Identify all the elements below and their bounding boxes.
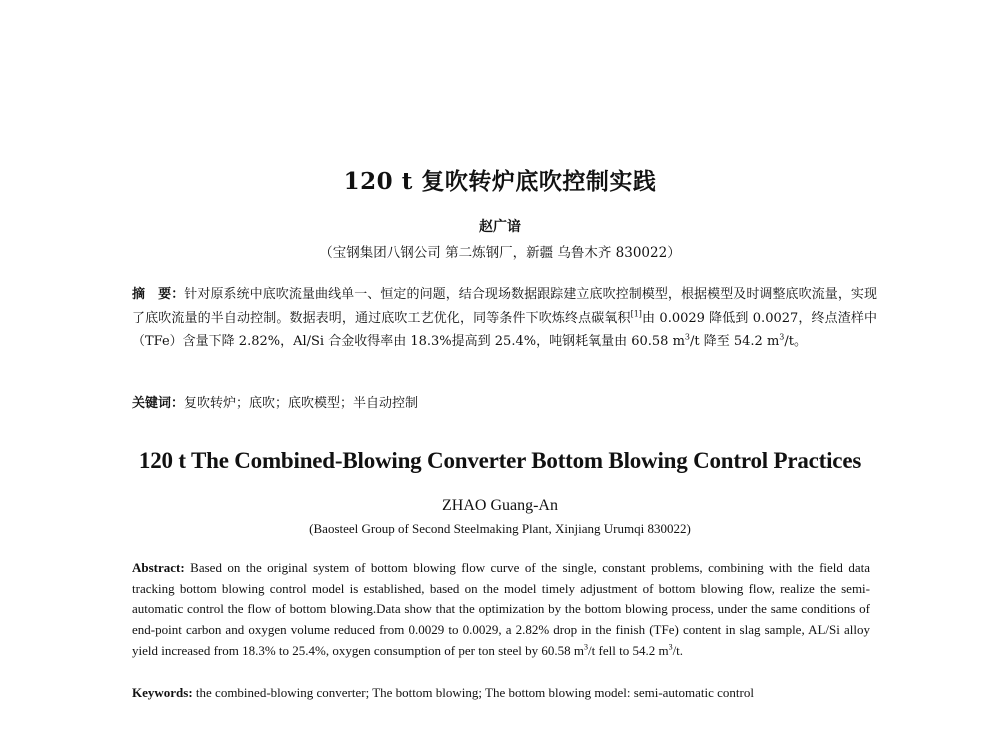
- english-abstract-unit-sup-1: 3: [584, 642, 589, 652]
- english-abstract: [132, 558, 870, 662]
- chinese-abstract-unit-sup-1: 3: [684, 332, 690, 342]
- chinese-abstract-reference: [1]: [630, 309, 642, 319]
- chinese-title: 120 t 复吹转炉底吹控制实践: [343, 168, 657, 195]
- english-abstract-text-2: /t fell to 54.2 m: [588, 642, 669, 658]
- chinese-keywords-text: 复吹转炉；底吹；底吹模型；半自动控制: [184, 396, 419, 411]
- english-keywords: [132, 683, 870, 703]
- english-author: ZHAO Guang-An: [442, 497, 558, 514]
- english-affiliation: (Baosteel Group of Second Steelmaking Plant, Xinjiang Urumqi 830022): [309, 521, 691, 536]
- english-abstract-text-1: Based on the original system of bottom blowing flow curve of the single, constant problems, combining with the field data tracking bottom blowing control model is established, based on the model timely adjustment of bottom blowing flow, realize the semi-automatic control the flow of bottom blowing.Data show that the optimization by the bottom blowing process, under the same conditions of end-point carbon and oxygen volume reduced from 0.0029 to 0.0029, a 2.82% drop in the finish (TFe) content in slag sample, AL/Si alloy yield increased from 18.3% to 25.4%, oxygen consumption of per ton steel by 60.58 m: [132, 560, 870, 658]
- english-keywords-text: the combined-blowing converter; The bottom blowing; The bottom blowing model: semi-automatic control: [192, 685, 754, 700]
- english-title: 120 t The Combined-Blowing Converter Bottom Blowing Control Practices: [138, 448, 862, 473]
- english-abstract-text-3: /t.: [672, 642, 684, 658]
- chinese-abstract: [132, 283, 877, 354]
- chinese-abstract-text-3: /t 降至 54.2 m: [690, 334, 780, 349]
- chinese-keywords-label: 关键词：: [132, 396, 185, 411]
- chinese-affiliation: （宝钢集团八钢公司 第二炼钢厂，新疆 乌鲁木齐 830022）: [319, 245, 681, 261]
- chinese-abstract-label: 摘 要：: [132, 287, 185, 302]
- english-abstract-label: Abstract:: [132, 560, 185, 575]
- english-keywords-label: Keywords:: [132, 685, 193, 700]
- chinese-abstract-text-4: /t。: [784, 334, 807, 349]
- chinese-author: 赵广谙: [479, 219, 521, 235]
- chinese-abstract-unit-sup-2: 3: [779, 332, 785, 342]
- chinese-abstract-text-2: 由 0.0029 降低到 0.0027，终点渣样中（TFe）含量下降 2.82%，Al/Si 合金收得率由 18.3%提高到 25.4%，吨钢耗氧量由 60.58 m: [132, 310, 877, 349]
- chinese-abstract-text-1: 针对原系统中底吹流量曲线单一、恒定的问题，结合现场数据跟踪建立底吹控制模型，根据模型及时调整底吹流量，实现了底吹流量的半自动控制。数据表明，通过底吹工艺优化，同等条件下吹炼终点碳氧积: [132, 287, 877, 326]
- chinese-keywords: [132, 394, 877, 414]
- english-abstract-unit-sup-2: 3: [668, 642, 673, 652]
